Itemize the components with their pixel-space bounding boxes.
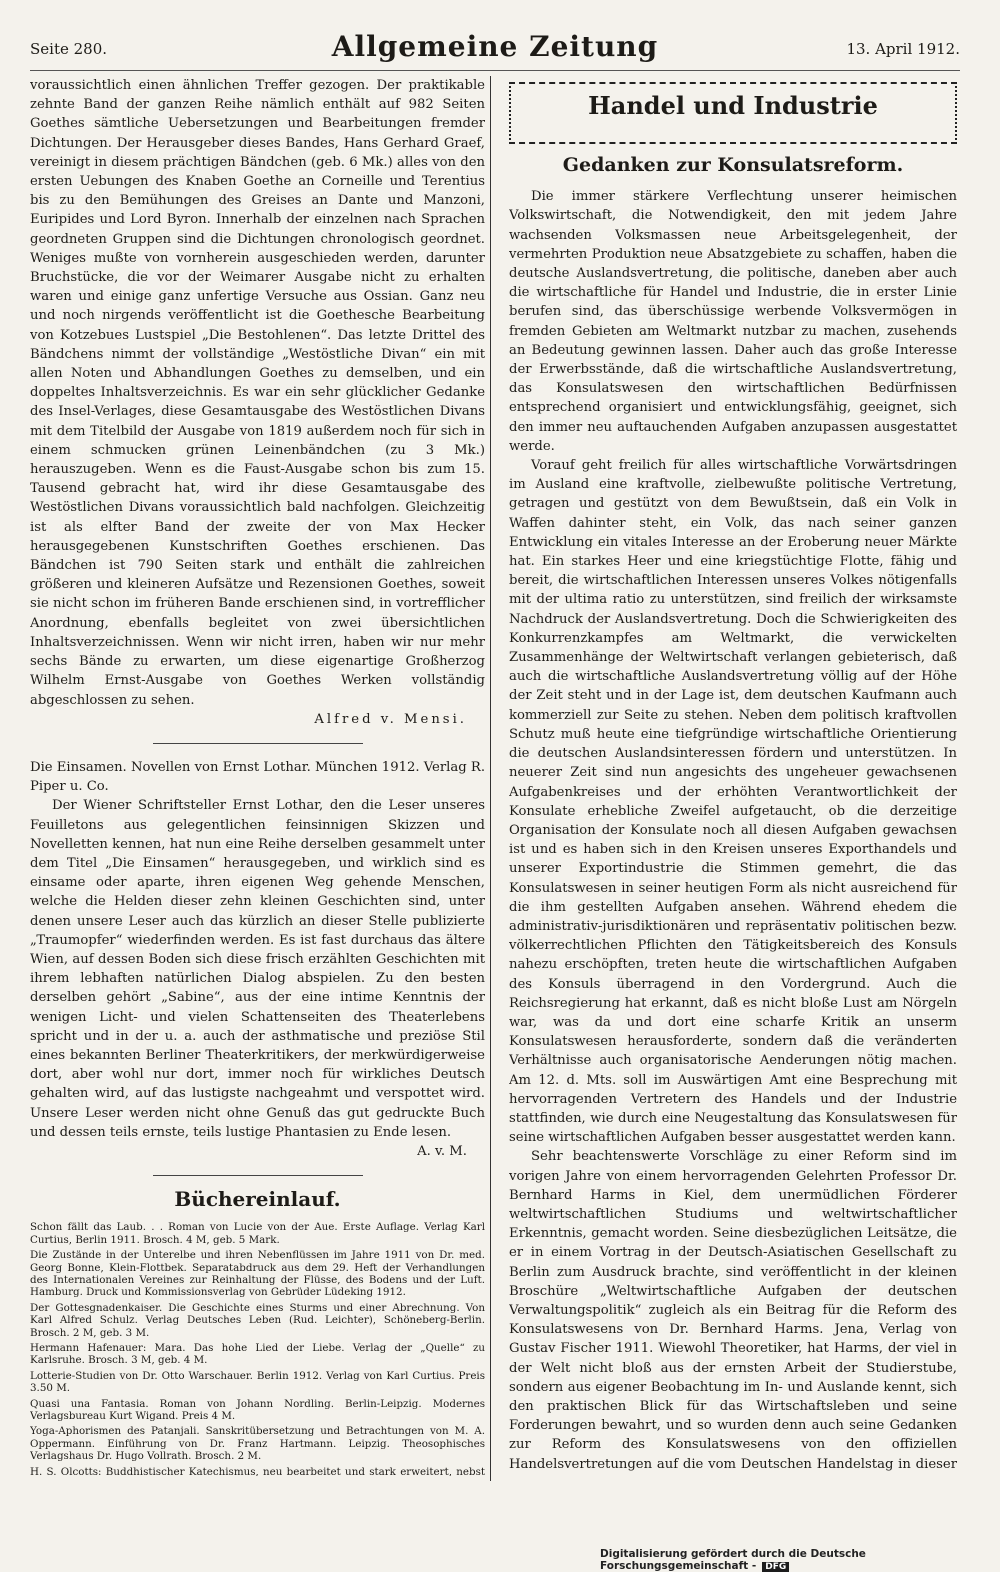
goethe-review-signature-row [30,710,485,729]
book-entry: Die Zustände in der Unterelbe und ihren Nebenflüssen im Jahre 1911 von Dr. med. Georg Bonne, Klein-Flottbek. Separatabdruck aus dem 29. Heft der Verhandlungen des Internationalen Vereines zur Reinhaltung der Flüsse, des Bodens und der Luft. Hamburg. Druck und Kommissionsverlag von Gebrüder Lüdeking 1912. [30,1249,485,1299]
book-entry: Quasi una Fantasia. Roman von Johann Nordling. Berlin-Leipzig. Modernes Verlagsbureau Kurt Wigand. Preis 4 M. [30,1397,485,1423]
goethe-review-text: voraussichtlich einen ähnlichen Treffer gezogen. Der praktikable zehnte Band der ganzen Reihe nämlich enthält auf 982 Seiten Goethes sämtliche Uebersetzungen und Bearbeitungen fremder Dichtungen. Der Herausgeber dieses Bandes, Hans Gerhard Graef, vereinigt in diesem prächtigen Bändchen (geb. 6 Mk.) alles von den ersten Uebungen des Knaben Goethe an Corneille und Terentius bis zu den Bemühungen des Greises an Dante und Manzoni, Euripides und Lord Byron. Innerhalb der einzelnen nach Sprachen geordneten Gruppen sind die Dichtungen chronologisch geordnet. Weniges mußte von vornherein ausgeschieden werden, darunter Bruchstücke, die vor der Weimarer Ausgabe nicht zu erhalten waren und einige ganz unfertige Versuche aus Ossian. Ganz neu und noch nirgends veröffentlicht ist die Goethesche Bearbeitung von Kotzebues Lustspiel „Die Bestohlenen“. Das letzte Drittel des Bändchens nimmt der vollständige „Westöstliche Divan“ ein mit allen Noten und Abhandlungen Goethes zu demselben, und ein doppeltes Inhaltsverzeichnis. Es war ein sehr glücklicher Gedanke des Insel-Verlages, diese Gesamtausgabe des Westöstlichen Divans mit dem Titelbild der Ausgabe von 1819 außerdem noch für sich in einem schmucken grünen Leinenbändchen (zu 3 Mk.) herauszugeben. Wenn es die Faust-Ausgabe schon bis zum 15. Tausend gebracht hat, wird ihr diese Gesamtausgabe des Westöstlichen Divans voraussichtlich bald nachfolgen. Gleichzeitig ist als elfter Band der zweite der von Max Hecker herausgegebenen Kunstschriften Goethes erschienen. Das Bändchen ist 790 Seiten stark und enthält die zahlreichen größeren und kleineren Aufsätze und Rezensionen Goethes, soweit sie nicht schon im früheren Bande erschienen sind, in vortrefflicher Anordnung, ebenfalls begleitet von zwei übersichtlichen Inhaltsverzeichnissen. Wenn wir nicht irren, haben wir nur mehr sechs Bände zu erwarten, um diese eigenartige Großherzog Wilhelm Ernst-Ausgabe von Goethes Werken vollständig abgeschlossen zu sehen. [30,78,485,708]
article-paragraph: Sehr beachtenswerte Vorschläge zu einer Reform sind im vorigen Jahre von einem hervorragenden Gelehrten Professor Dr. Bernhard Harms in Kiel, dem unermüdlichen Förderer weltwirtschaftlichen Studiums und weltwirtschaftlicher Erkenntnis, gemacht worden. Seine diesbezüglichen Leitsätze, die er in einem Vortrag in der Deutsch-Asiatischen Gesellschaft zu Berlin zum Ausdruck brachte, sind veröffentlicht in der kleinen Broschüre „Weltwirtschaftliche Aufgaben der deutschen Verwaltungspolitik“ zugleich als ein Beitrag für die Reform des Konsulatswesens von Dr. Bernhard Harms. Jena, Verlag von Gustav Fischer 1911. Wiewohl Theoretiker, hat Harms, der viel in der Welt nicht bloß aus der ernsten Arbeit der Studierstube, sondern aus eigener Beobachtung im In- und Auslande kennt, sich den praktischen Blick für das Wirtschaftsleben und seine Forderungen bewahrt, und so wurden denn auch seine Gedanken zur Reform des Konsulatswesens von den offiziellen Handelsvertretungen auf die vom Deutschen Handelstag in dieser [509,1149,957,1472]
einsamen-title: Die Einsamen. Novellen von Ernst Lothar. München 1912. Verlag R. Piper u. Co. [30,759,485,795]
books-list [30,1221,485,1476]
book-entry: Hermann Hafenauer: Mara. Das hohe Lied der Liebe. Verlag der „Quelle“ zu Karlsruhe. Brosch. 3 M, geb. 4 M. [30,1342,485,1367]
divider [153,743,363,744]
article-paragraph: Die immer stärkere Verflechtung unserer heimischen Volkswirtschaft, die Notwendigkeit, den mit jedem Jahre wachsenden Volksmassen neue Arbeitsgelegenheit, der vermehrten Produktion neue Absatzgebiete zu schaffen, haben die deutsche Auslandsvertretung, die politische, daneben aber auch die wirtschaftliche für Handel und Industrie, die in erster Linie berufen sind, das überschüssige werbende Volksvermögen in fremden Gebieten am Weltmarkt nutzbar zu machen, zusehends an Bedeutung gewinnen lassen. Daher auch das große Interesse der Erwerbsstände, daß die wirtschaftliche Auslandsvertretung, das Konsulatswesen den wirtschaftlichen Bedürfnissen entsprechend organisiert und entwicklungsfähig, geeignet, sich den immer neu auftauchenden Aufgaben anzupassen ausgestattet werde. [509,189,957,454]
issue-date: 13. April 1912. [846,40,960,58]
book-entry: Yoga-Aphorismen des Patanjali. Sanskritübersetzung und Betrachtungen von M. A. Oppermann. Einführung von Dr. Franz Hartmann. Leipzig. Theosophisches Verlagshaus Dr. Hugo Vollrath. Brosch. 2 M. [30,1425,485,1463]
einsamen-review-text: Der Wiener Schriftsteller Ernst Lothar, den die Leser unseres Feuilletons aus gelegentlichen feinsinnigen Skizzen und Novelletten kennen, hat nun eine Reihe derselben gesammelt unter dem Titel „Die Einsamen“ herausgegeben, und wirklich sind es einsame oder aparte, ihren eigenen Weg gehende Menschen, welche die Helden dieser zehn kleinen Geschichten sind, unter denen unsere Leser auch das kürzlich an dieser Stelle publizierte „Traumopfer“ wiederfinden werden. Es ist fast durchaus das ältere Wien, auf dessen Boden sich diese frisch erzählten Geschichten mit ihrem lebhaften natürlichen Dialog abspielen. Zu den besten derselben gehört „Sabine“, aus der eine intime Kenntnis der wenigen Licht- und vielen Schattenseiten des Theaterlebens spricht und in der u. a. auch der asthmatische und preziöse Stil eines bekannten Berliner Theaterkritikers, der merkwürdigerweise dort, aber wohl nur dort, immer noch für wirkliches Deutsch gehalten wird, auf das lustigste nachgeahmt und verspottet wird. Unsere Leser werden nicht ohne Genuß das gut gedruckte Buch und dessen teils ernste, teils lustige Phantasien zu Ende lesen. [30,798,485,1140]
book-entry: Lotterie-Studien von Dr. Otto Warschauer. Berlin 1912. Verlag von Karl Curtius. Preis 3.50 M. [30,1369,485,1395]
section-title: Handel und Industrie [588,91,878,120]
book-entry: Schon fällt das Laub. . . Roman von Lucie von der Aue. Erste Auflage. Verlag Karl Curtius, Berlin 1911. Brosch. 4 M, geb. 5 Mark. [30,1221,485,1246]
page-number: Seite 280. [30,40,108,58]
digitization-credit [600,1548,1000,1572]
einsamen-signature: A. v. M. [417,1143,467,1159]
right-column [509,76,957,1476]
dfg-logo: DFG [762,1562,789,1572]
article-title: Gedanken zur Konsulatsreform. [562,154,904,176]
column-rule [490,76,491,1481]
goethe-review-signature: Alfred v. Mensi. [314,711,467,727]
book-entry: H. S. Olcotts: Buddhistischer Katechismus, neu bearbeitet und stark erweitert, nebst [30,1465,485,1476]
left-column [30,76,485,1476]
book-entry: Der Gottesgnadenkaiser. Die Geschichte eines Sturms und einer Abrechnung. Von Karl Alfred Schulz. Verlag Deutsches Leben (Rud. Leichter), Schöneberg-Berlin. Brosch. 2 M, geb. 3 M. [30,1301,485,1339]
divider [153,1175,363,1176]
buechereinlauf-heading: Büchereinlauf. [174,1187,341,1212]
newspaper-title: Allgemeine Zeitung [331,30,659,63]
credit-text: Digitalisierung gefördert durch die Deutsche Forschungsgemeinschaft - [600,1548,866,1572]
article-paragraph: Vorauf geht freilich für alles wirtschaftliche Vorwärtsdringen im Ausland eine kraftvolle, zielbewußte politische Vertretung, getragen und gestützt von dem Bewußtsein, daß ein Volk in Waffen dahinter steht, ein Volk, das nach seiner ganzen Entwicklung ein vitales Interesse an der Eroberung neuer Märkte hat. Ein starkes Heer und eine kriegstüchtige Flotte, fähig und bereit, die wirtschaftlichen Interessen unseres Volkes nötigenfalls mit der ultima ratio zu unterstützen, sind freilich der wirksamste Nachdruck der Auslandsvertretung. Doch die Schwierigkeiten des Konkurrenzkampfes am Weltmarkt, die verwickelten Zusammenhänge der Weltwirtschaft verlangen gebieterisch, daß auch die wirtschaftliche Auslandsvertretung völlig auf der Höhe der Zeit steht und in der Lage ist, dem deutschen Kaufmann auch kommerziell zur Seite zu stehen. Neben dem politisch kraftvollen Schutz muß heute eine tiefgründige wirtschaftliche Orientierung die deutschen Auslandsinteressen fördern und unterstützen. In neuerer Zeit sind nun angesichts des ungeheuer gewachsenen Aufgabenkreises und der erhöhten Verantwortlichkeit der Konsulate erhebliche Zweifel aufgetaucht, ob die derzeitige Organisation der Konsulate noch all diesen Aufgaben gewachsen ist und es haben sich in den Kreisen unseres Exporthandels und unserer Exportindustrie die Stimmen gemehrt, die das Konsulatswesen in seiner heutigen Form als nicht ausreichend für die ihm gestellten Aufgaben ansehen. Während ehedem die administrativ-jurisdiktionären und repräsentativ politischen bezw. völkerrechtlichen Pflichten den Tätigkeitsbereich des Konsuls nahezu erschöpften, treten heute die wirtschaftlichen Aufgaben des Konsuls überragend in den Vordergrund. Auch die Reichsregierung hat erkannt, daß es nicht bloße Lust am Nörgeln war, was da und dort eine scharfe Kritik an unserm Konsulatswesen herausforderte, sondern daß die veränderten Verhältnisse auch organisatorische Aenderungen nötig machen. Am 12. d. Mts. soll im Auswärtigen Amt eine Besprechung mit hervorragenden Vertretern des Handels und der Industrie stattfinden, wie durch eine Neugestaltung das Konsulatswesen für seine wirtschaftlichen Aufgaben besser ausgestattet werden kann. [509,458,957,1146]
section-banner [509,82,957,144]
page-header [30,30,960,71]
einsamen-signature-row [30,1142,485,1161]
